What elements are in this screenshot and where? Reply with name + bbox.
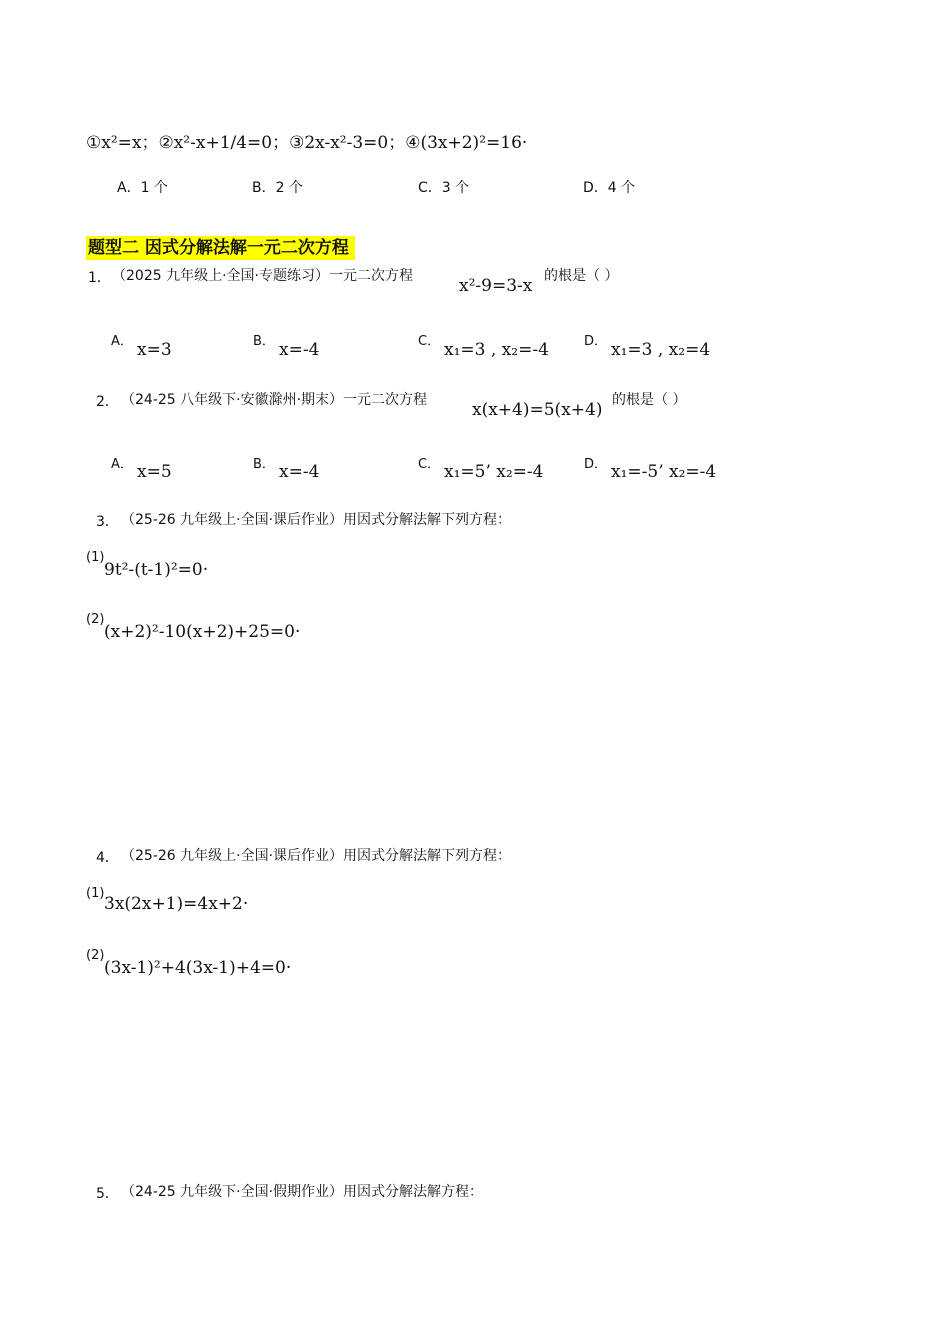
option-b <box>252 177 303 197</box>
q4-number: 4． <box>96 850 119 866</box>
option-a <box>117 177 168 197</box>
option-label: D． <box>583 180 608 196</box>
option-text: 3 个 <box>441 180 470 196</box>
q1-option-a-label: A． <box>111 334 133 349</box>
q1-option-c-label: C． <box>418 334 441 349</box>
q2-option-b: x=-4 <box>279 462 320 482</box>
option-text: 1 个 <box>140 180 168 196</box>
q3-part2-label: (2) <box>86 612 105 627</box>
q1-option-c: x₁=3 , x₂=-4 <box>444 340 549 360</box>
q2-suffix: 的根是（ ） <box>612 392 687 408</box>
q2-option-a-label: A． <box>111 457 133 472</box>
q2-number: 2． <box>96 394 119 410</box>
q1-option-d-label: D． <box>584 334 608 349</box>
option-text: 2 个 <box>275 180 303 196</box>
q2-option-b-label: B． <box>253 457 275 472</box>
q3-part1-label: (1) <box>86 550 105 565</box>
option-d <box>583 177 635 197</box>
option-label: B． <box>252 180 276 196</box>
option-c <box>418 177 469 197</box>
q2-equation: x(x+4)=5(x+4) <box>472 400 603 420</box>
q1-option-d: x₁=3 , x₂=4 <box>611 340 711 360</box>
q2-option-a: x=5 <box>137 462 172 482</box>
option-label: A． <box>117 180 141 196</box>
section-heading: 题型二 因式分解法解一元二次方程 <box>86 236 355 260</box>
q3-part1-equation: 9t²-(t-1)²=0· <box>104 560 209 580</box>
q1-suffix: 的根是（ ） <box>544 268 619 284</box>
q4-part1-label: (1) <box>86 886 105 901</box>
q4-part1-equation: 3x(2x+1)=4x+2· <box>104 894 249 914</box>
q1-option-a: x=3 <box>137 340 172 360</box>
q2-option-c: x₁=5’ x₂=-4 <box>444 462 544 482</box>
q1-equation: x²-9=3-x <box>459 276 533 296</box>
q4-part2-equation: (3x-1)²+4(3x-1)+4=0· <box>104 958 292 978</box>
equation-list: ①x²=x；②x²-x+1/4=0；③2x-x²-3=0；④(3x+2)²=16· <box>86 133 528 153</box>
q4-part2-label: (2) <box>86 948 105 963</box>
q2-option-c-label: C． <box>418 457 441 472</box>
q3-text: （25-26 九年级上·全国·课后作业）用因式分解法解下列方程： <box>121 512 512 528</box>
q5-number: 5． <box>96 1186 119 1202</box>
option-text: 4 个 <box>607 180 636 196</box>
q1-option-b-label: B． <box>253 334 275 349</box>
q2-option-d: x₁=-5’ x₂=-4 <box>611 462 717 482</box>
q3-part2-equation: (x+2)²-10(x+2)+25=0· <box>104 622 301 642</box>
q1-source: （2025 九年级上·全国·专题练习）一元二次方程 <box>112 268 413 284</box>
q1-number: 1． <box>88 270 111 286</box>
q1-option-b: x=-4 <box>279 340 320 360</box>
q2-option-d-label: D． <box>584 457 608 472</box>
q3-number: 3． <box>96 514 119 530</box>
q5-text: （24-25 九年级下·全国·假期作业）用因式分解法解方程： <box>121 1184 484 1200</box>
q2-source: （24-25 八年级下·安徽滁州·期末）一元二次方程 <box>121 392 428 408</box>
option-label: C． <box>418 180 442 196</box>
q4-text: （25-26 九年级上·全国·课后作业）用因式分解法解下列方程： <box>121 848 512 864</box>
